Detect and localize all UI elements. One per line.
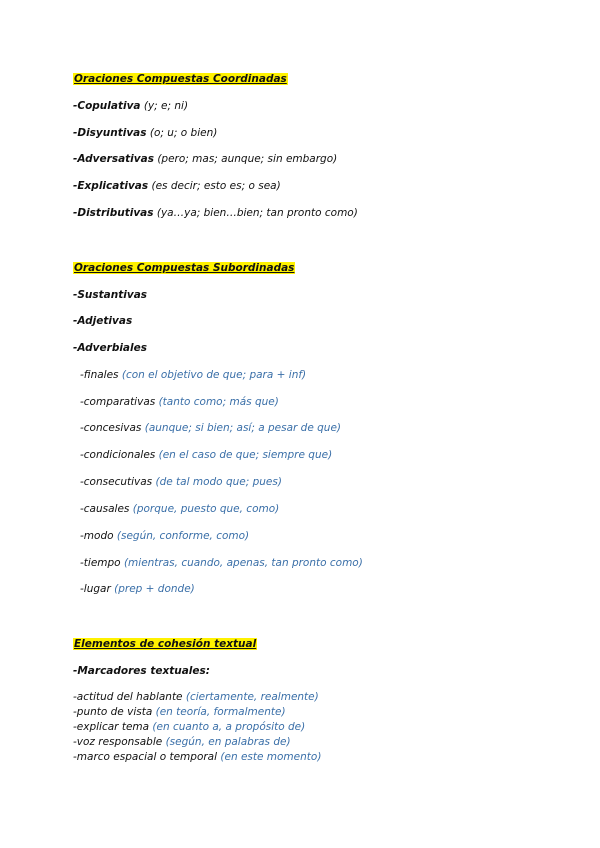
adverbial-concesivas: -concesivas (aunque; si bien; así; a pesar de que) [80,422,342,434]
item-distributivas: -Distributivas (ya…ya; bien…bien; tan pronto como) [73,207,358,219]
marker-voz-responsable: -voz responsable (según, en palabras de) [73,736,291,748]
adverbial-tiempo: -tiempo (mientras, cuando, apenas, tan pronto como) [80,557,363,569]
marker-actitud: -actitud del hablante (ciertamente, realmente) [73,691,319,703]
item-copulativa: -Copulativa (y; e; ni) [73,100,189,112]
marker-punto-de-vista: -punto de vista (en teoría, formalmente) [73,706,286,718]
type-sustantivas: -Sustantivas [73,289,148,301]
adverbial-finales: -finales (con el objetivo de que; para + inf) [80,369,307,381]
item-adversativas: -Adversativas (pero; mas; aunque; sin embargo) [73,153,338,165]
item-disyuntivas: -Disyuntivas (o; u; o bien) [73,127,218,139]
item-explicativas: -Explicativas (es decir; esto es; o sea) [73,180,281,192]
subheading-marcadores: -Marcadores textuales: [73,665,210,677]
marker-marco: -marco espacial o temporal (en este momento) [73,751,322,763]
type-adverbiales: -Adverbiales [73,342,147,354]
adverbial-condicionales: -condicionales (en el caso de que; siempre que) [80,449,333,461]
adverbial-modo: -modo (según, conforme, como) [80,530,250,542]
type-adjetivas: -Adjetivas [73,315,133,327]
heading-subordinadas: Oraciones Compuestas Subordinadas [74,262,295,274]
adverbial-lugar: -lugar (prep + donde) [80,583,195,595]
adverbial-causales: -causales (porque, puesto que, como) [80,503,280,515]
marker-explicar-tema: -explicar tema (en cuanto a, a propósito de) [73,721,306,733]
heading-cohesion: Elementos de cohesión textual [74,638,257,650]
adverbial-consecutivas: -consecutivas (de tal modo que; pues) [80,476,282,488]
heading-coordinadas: Oraciones Compuestas Coordinadas [74,73,287,85]
adverbial-comparativas: -comparativas (tanto como; más que) [80,396,279,408]
